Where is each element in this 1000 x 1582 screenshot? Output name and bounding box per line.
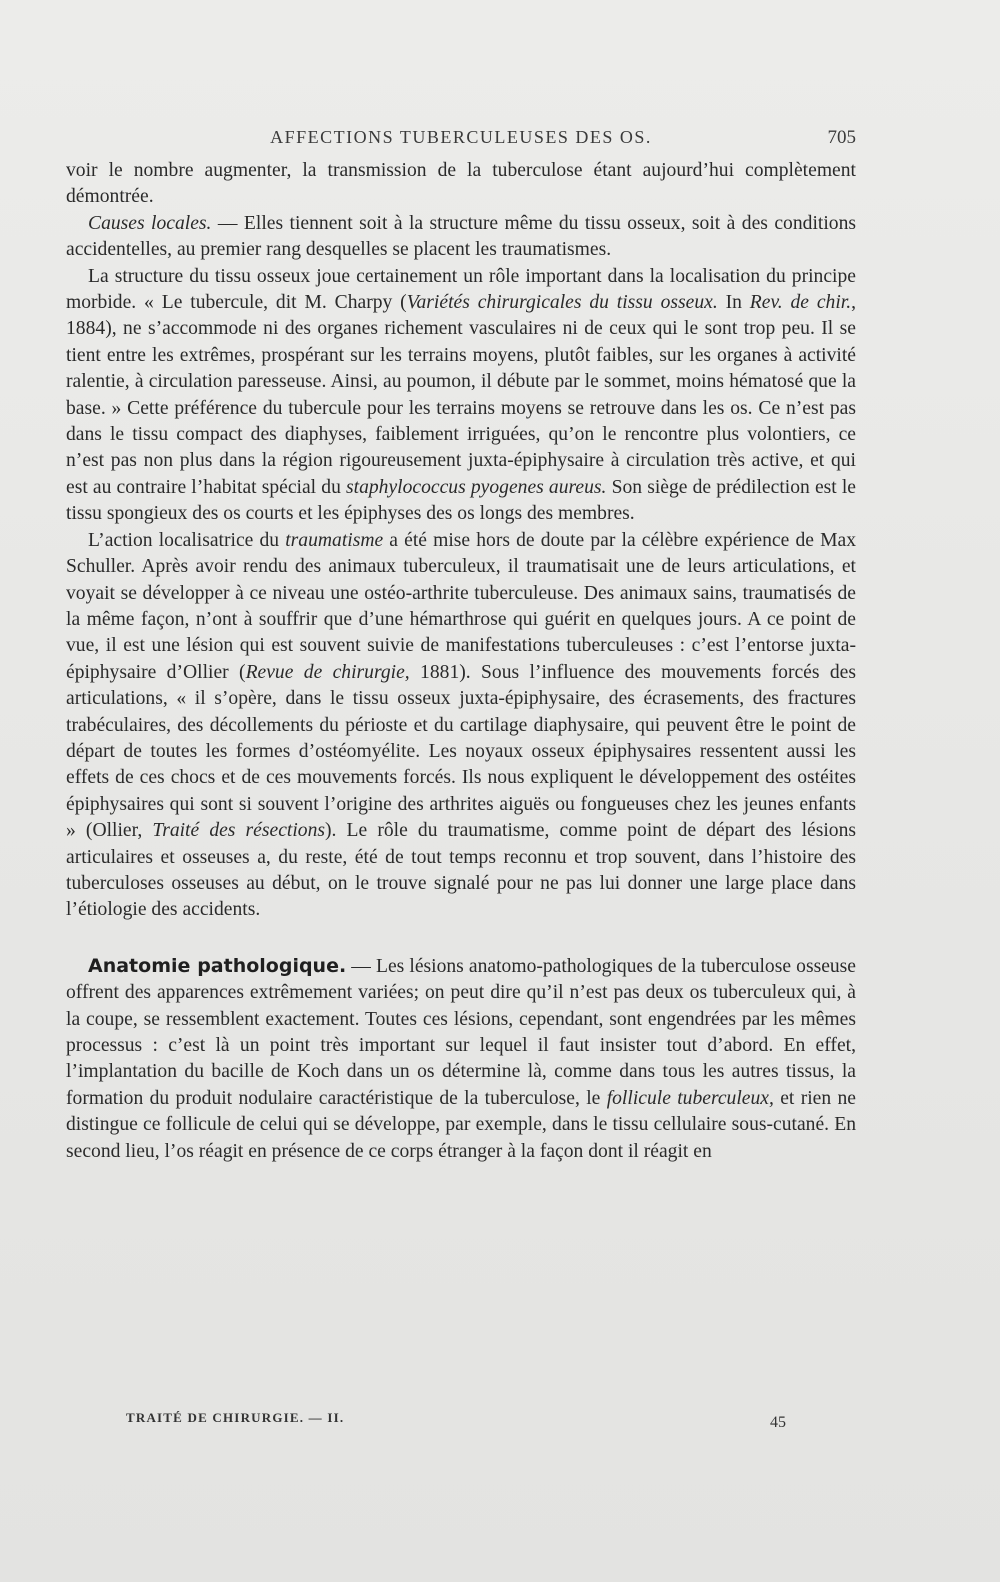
italic-run: Traité des résections — [152, 820, 325, 842]
signature-mark: 45 — [770, 1414, 786, 1431]
paragraph-structure — [66, 264, 856, 528]
paragraph-continuation — [66, 158, 856, 211]
paragraph-traumatisme — [66, 528, 856, 924]
text-run: et rien ne distingue ce follicule de celui qui se développe, par exemple, dans le tissu cellulaire sous-cutané. En second lieu, l’os réagit en présence de ce corps étranger à la façon dont il réagit en — [66, 1087, 856, 1162]
italic-run: Rev. de chir. — [749, 292, 852, 314]
text-run: 1881). Sous l’influence des mouvements forcés des articulations, « il s’opère, dans le tissu osseux juxta-épiphysaire, des écrasements, des fractures trabéculaires, des décollements du périoste et du cartilage diaphysaire, qui peuvent être le point de départ de toutes les formes d’ostéomyélite. Les noyaux osseux épiphysaires ressentent aussi les effets de ces chocs et de ces mouvements forcés. Ils nous expliquent le développement des ostéites épiphysaires qui sont si souvent l’origine des arthrites aiguës ou fongueuses chez les jeunes enfants » (Ollier, — [66, 661, 856, 842]
italic-run: traumatisme — [285, 529, 384, 551]
text-run: Son siège de prédilection est le tissu spongieux des os courts et les épiphyses des os longs des membres. — [66, 476, 856, 525]
text-run: In — [717, 292, 750, 314]
text-run: , 1884), ne s’accommode ni des organes richement vasculaires ni de ceux qui le sont trop peu. Il se tient entre les extrêmes, prospérant sur les terrains moyens, plutôt faibles, sur les organes à activité ralentie, à circulation paresseuse. Ainsi, au poumon, il débute par le sommet, moins hématosé que la base. » Cette préférence du tubercule pour les terrains moyens se retrouve dans les os. Ce n’est pas dans le tissu compact des diaphyses, faiblement irriguées, qu’on le rencontre plus volontiers, ce n’est pas non plus dans la région rigoureusement juxta-épiphysaire à circulation très active, et qui est au contraire l’habitat spécial du — [66, 292, 857, 498]
text-run: L’action localisatrice du — [88, 529, 286, 551]
page-number: 705 — [827, 127, 856, 148]
text-run: La structure du tissu osseux joue certainement un rôle important dans la localisation du principe morbide. « Le tubercule, dit M. Charpy ( — [66, 265, 856, 314]
italic-run: Causes locales. — [88, 212, 212, 234]
paragraph-causes-locales — [66, 211, 856, 264]
italic-run: staphylococcus pyogenes aureus. — [346, 476, 607, 498]
italic-run: Variétés chirurgicales du tissu osseux. — [406, 292, 718, 314]
running-title: AFFECTIONS TUBERCULEUSES DES OS. — [270, 127, 652, 147]
text-run: — Elles tiennent soit à la structure même du tissu osseux, soit à des conditions accidentelles, au premier rang desquelles se placent les traumatismes. — [66, 212, 856, 261]
italic-run: Revue de chirurgie, — [245, 661, 410, 683]
text-run: — Les lésions anatomo-pathologiques de la tuberculose osseuse offrent des apparences extrêmement variées; on peut dire qu’il n’est pas deux os tuberculeux qui, à la coupe, se ressemblent exactement. Toutes ces lésions, cependant, sont engendrées par les mêmes processus : c’est là un point très important sur lequel il faut insister tout d’abord. En effet, l’implantation du bacille de Koch dans un os détermine là, comme dans tous les autres tissus, la formation du produit nodulaire caractéristique de la tuberculose, le — [66, 955, 857, 1109]
italic-run: follicule tuberculeux, — [606, 1087, 774, 1109]
running-head — [66, 127, 856, 151]
page-footer — [126, 1410, 786, 1440]
body-text — [66, 158, 856, 1165]
footer-book-title: TRAITÉ DE CHIRURGIE. — II. — [126, 1410, 345, 1425]
paragraph-anatomie — [66, 953, 856, 1165]
text-run: ). Le rôle du traumatisme, comme point de départ des lésions articulaires et osseuses a, du reste, été de tout temps reconnu et trop souvent, dans l’histoire des tuberculoses osseuses au début, on le trouve signalé pour ne pas lui donner une large place dans l’étiologie des accidents. — [66, 820, 856, 921]
text-run: voir le nombre augmenter, la transmission de la tuberculose étant aujourd’hui complètement démontrée. — [66, 160, 856, 208]
text-run: a été mise hors de doute par la célèbre expérience de Max Schuller. Après avoir rendu des animaux tuberculeux, il traumatisait une de leurs articulations, et voyait se développer à ce niveau une ostéo-arthrite tuberculeuse. Des animaux sains, traumatisés de la même façon, n’ont à souffrir que d’une hémarthrose qui guérit en quelques jours. A ce point de vue, il est une lésion qui est souvent suivie de manifestations tuberculeuses : c’est l’entorse juxta-épiphysaire d’Ollier ( — [66, 529, 856, 683]
section-heading: Anatomie pathologique. — [88, 954, 347, 977]
